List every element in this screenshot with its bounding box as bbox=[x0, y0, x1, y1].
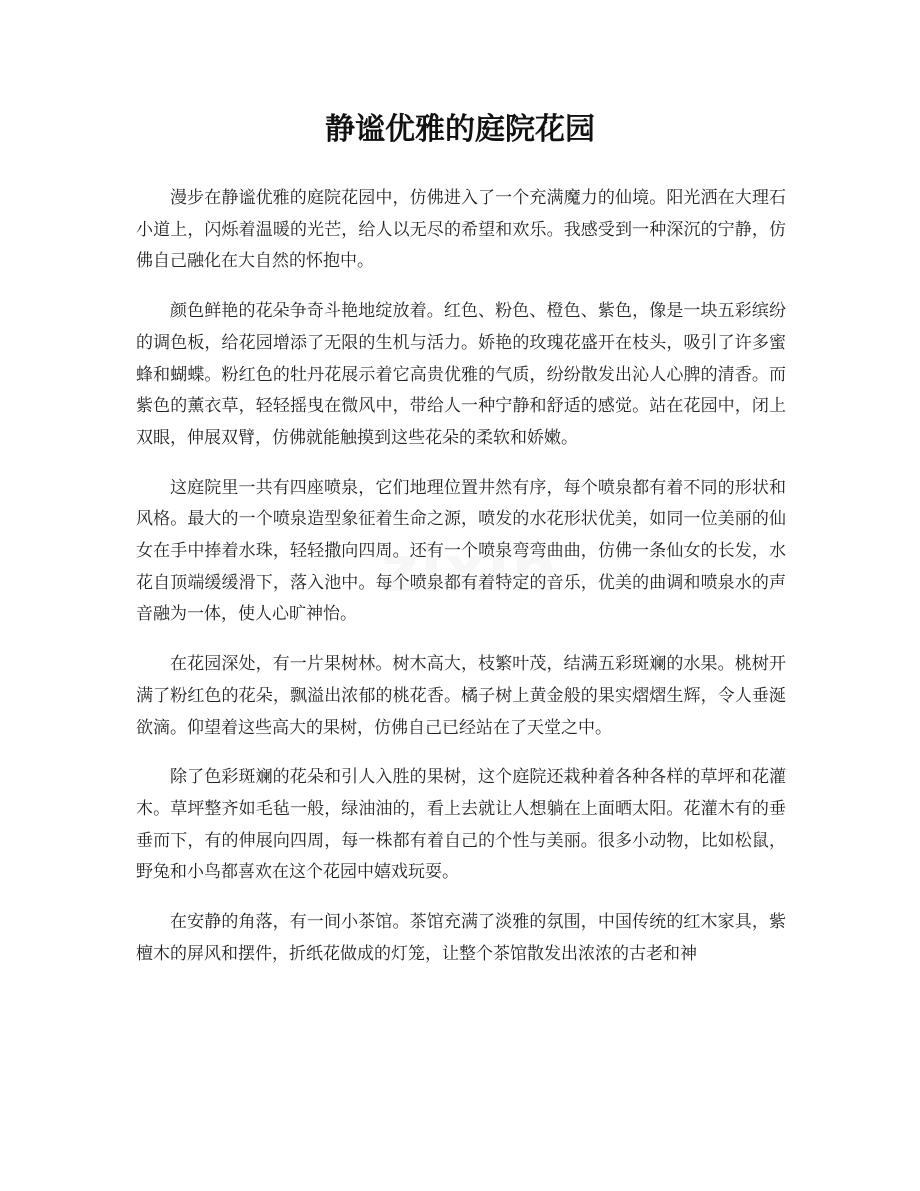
paragraph-3: 这庭院里一共有四座喷泉，它们地理位置井然有序，每个喷泉都有着不同的形状和风格。最大的一个喷泉造型象征着生命之源，喷发的水花形状优美，如同一位美丽的仙女在手中捧着水珠，轻轻撒向四周。还有一个喷泉弯弯曲曲，仿佛一条仙女的长发，水花自顶端缓缓滑下，落入池中。每个喷泉都有着特定的音乐，优美的曲调和喷泉水的声音融为一体，使人心旷神怡。 bbox=[136, 477, 786, 625]
paragraph-5: 除了色彩斑斓的花朵和引人入胜的果树，这个庭院还栽种着各种各样的草坪和花灌木。草坪整齐如毛毡一般，绿油油的，看上去就让人想躺在上面晒太阳。花灌木有的垂垂而下，有的伸展向四周，每一株都有着自己的个性与美丽。很多小动物，比如松鼠，野兔和小鸟都喜欢在这个花园中嬉戏玩耍。 bbox=[136, 767, 786, 883]
paragraph-1: 漫步在静谧优雅的庭院花园中，仿佛进入了一个充满魔力的仙境。阳光洒在大理石小道上，闪烁着温暖的光芒，给人以无尽的希望和欢乐。我感受到一种深沉的宁静，仿佛自己融化在大自然的怀抱中。 bbox=[136, 188, 786, 272]
paragraph-2: 颜色鲜艳的花朵争奇斗艳地绽放着。红色、粉色、橙色、紫色，像是一块五彩缤纷的调色板，给花园增添了无限的生机与活力。娇艳的玫瑰花盛开在枝头，吸引了许多蜜蜂和蝴蝶。粉红色的牡丹花展示着它高贵优雅的气质，纷纷散发出沁人心脾的清香。而紫色的薰衣草，轻轻摇曳在微风中，带给人一种宁静和舒适的感觉。站在花园中，闭上双眼，伸展双臂，仿佛就能触摸到这些花朵的柔软和娇嫩。 bbox=[136, 301, 786, 448]
watermark: zixin bbox=[381, 533, 559, 607]
article-body bbox=[136, 183, 786, 988]
paragraph-6: 在安静的角落，有一间小茶馆。茶馆充满了淡雅的氛围，中国传统的红木家具，紫檀木的屏风和摆件，折纸花做成的灯笼，让整个茶馆散发出浓浓的古老和神 bbox=[136, 912, 786, 964]
page-title: 静谧优雅的庭院花园 bbox=[325, 112, 595, 147]
paragraph-4: 在花园深处，有一片果树林。树木高大，枝繁叶茂，结满五彩斑斓的水果。桃树开满了粉红色的花朵，飘溢出浓郁的桃花香。橘子树上黄金般的果实熠熠生辉，令人垂涎欲滴。仰望着这些高大的果树，仿佛自己已经站在了天堂之中。 bbox=[136, 654, 786, 738]
